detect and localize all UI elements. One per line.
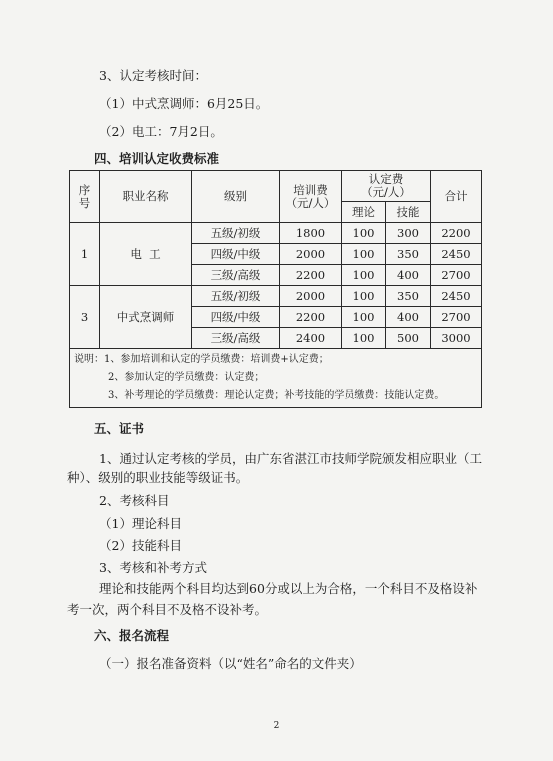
s3-title: 3、认定考核时间： [99,68,207,83]
cell-total: 2700 [431,307,482,328]
s5-p2: 2、考核科目 [99,493,170,508]
header-level: 级别 [192,171,280,223]
cell-training: 2000 [280,286,342,307]
cell-skill: 350 [386,244,431,265]
table-row [70,223,482,244]
cell-training: 2200 [280,265,342,286]
cell-theory: 100 [342,223,386,244]
header-name: 职业名称 [100,171,192,223]
header-seq: 序 号 [70,171,100,223]
cell-training: 1800 [280,223,342,244]
cell-training: 2000 [280,244,342,265]
cell-seq: 1 [70,223,100,286]
cell-occupation-name: 电 工 [100,223,192,286]
fee-table [69,170,482,408]
cell-skill: 350 [386,286,431,307]
cell-skill: 500 [386,328,431,349]
table-row [70,286,482,307]
s5-p1-line1: 1、通过认定考核的学员，由广东省湛江市技师学院颁发相应职业（工 [99,451,482,466]
cell-seq: 3 [70,286,100,349]
s3-item1: （1）中式烹调师：6月25日。 [99,96,269,111]
section-4-title: 四、培训认定收费标准 [94,151,220,166]
cell-total: 3000 [431,328,482,349]
note-line: 2、参加认定的学员缴费：认定费； [108,372,265,383]
table-notes [70,349,482,408]
s5-p3: 3、考核和补考方式 [99,560,207,575]
cell-skill: 300 [386,223,431,244]
page-number: 2 [273,721,280,731]
cell-theory: 100 [342,244,386,265]
cell-theory: 100 [342,265,386,286]
cell-level: 四级/中级 [192,307,280,328]
header-total: 合计 [431,171,482,223]
cell-theory: 100 [342,286,386,307]
cell-level: 三级/高级 [192,328,280,349]
s6-item1: （一）报名准备资料（以“姓名”命名的文件夹） [99,656,362,671]
cell-theory: 100 [342,307,386,328]
cell-total: 2450 [431,286,482,307]
section-6-title: 六、报名流程 [94,628,170,643]
cell-level: 三级/高级 [192,265,280,286]
s3-item2: （2）电工：7月2日。 [99,124,223,139]
cell-skill: 400 [386,265,431,286]
note-line: 说明：1、参加培训和认定的学员缴费：培训费+认定费； [74,354,329,365]
s5-p3-line1: 理论和技能两个科目均达到60分或以上为合格，一个科目不及格设补 [99,581,478,596]
cell-training: 2400 [280,328,342,349]
s5-p3-line2: 考一次，两个科目不及格不设补考。 [67,602,268,617]
cell-total: 2200 [431,223,482,244]
s5-p2-item1: （1）理论科目 [99,516,182,531]
cell-level: 五级/初级 [192,286,280,307]
section-5-title: 五、证书 [94,421,145,436]
header-cert-fee: 认定费 （元/人） [342,171,431,202]
cell-total: 2450 [431,244,482,265]
cell-level: 五级/初级 [192,223,280,244]
cell-training: 2200 [280,307,342,328]
note-line: 3、补考理论的学员缴费：理论认定费；补考技能的学员缴费：技能认定费。 [108,390,445,401]
cell-theory: 100 [342,328,386,349]
cell-occupation-name: 中式烹调师 [100,286,192,349]
cell-level: 四级/中级 [192,244,280,265]
header-training-fee: 培训费 （元/人） [280,171,342,223]
s5-p1-line2: 种）、级别的职业技能等级证书。 [67,470,249,485]
cell-skill: 400 [386,307,431,328]
s5-p2-item2: （2）技能科目 [99,538,182,553]
header-theory: 理论 [342,202,386,223]
header-skill: 技能 [386,202,431,223]
cell-total: 2700 [431,265,482,286]
